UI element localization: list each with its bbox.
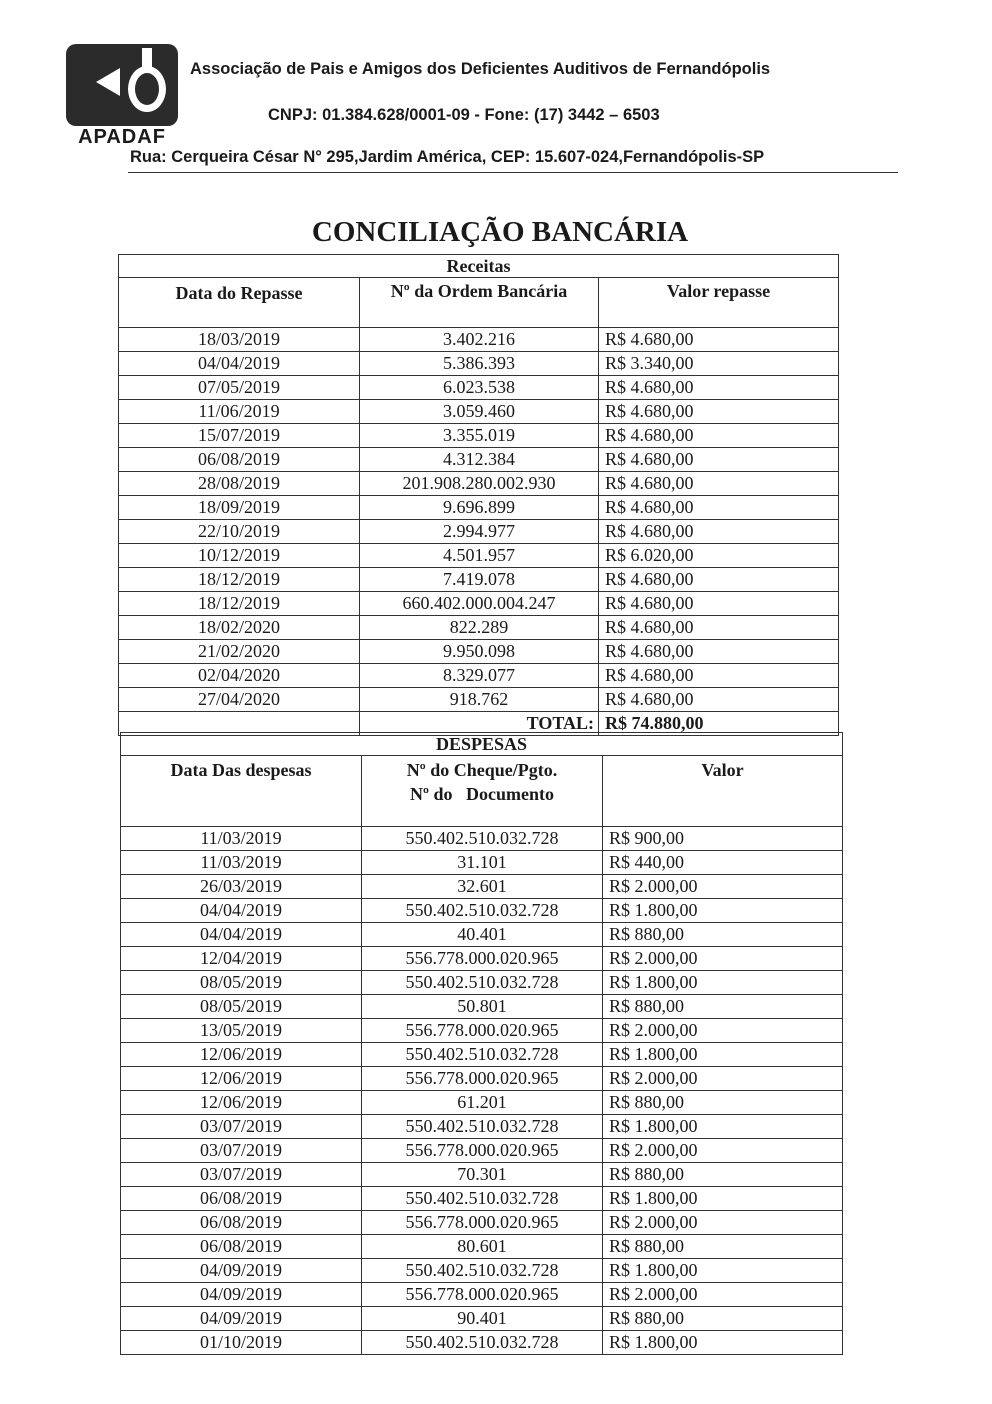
cheque-documento-cell: 550.402.510.032.728 xyxy=(362,1259,603,1283)
header-documento-label: Nº do Documento xyxy=(410,784,554,804)
table-row xyxy=(121,1235,843,1259)
despesa-valor-cell: R$ 880,00 xyxy=(603,1235,843,1259)
repasse-date-cell: 11/06/2019 xyxy=(119,400,360,424)
despesa-date-cell: 04/09/2019 xyxy=(121,1283,362,1307)
despesa-date-cell: 06/08/2019 xyxy=(121,1187,362,1211)
despesa-date-cell: 04/09/2019 xyxy=(121,1307,362,1331)
logo-text: APADAF xyxy=(78,126,166,148)
logo-triangle-shape xyxy=(96,68,120,96)
cheque-documento-cell: 556.778.000.020.965 xyxy=(362,947,603,971)
despesa-valor-cell: R$ 880,00 xyxy=(603,1163,843,1187)
valor-repasse-cell: R$ 6.020,00 xyxy=(599,544,839,568)
header-valor-repasse: Valor repasse xyxy=(599,278,839,328)
total-value: R$ 74.880,00 xyxy=(599,712,839,736)
table-row xyxy=(119,688,839,712)
cheque-documento-cell: 556.778.000.020.965 xyxy=(362,1067,603,1091)
cheque-documento-cell: 550.402.510.032.728 xyxy=(362,971,603,995)
ordem-bancaria-cell: 3.059.460 xyxy=(360,400,599,424)
table-row xyxy=(121,923,843,947)
cheque-documento-cell: 90.401 xyxy=(362,1307,603,1331)
valor-repasse-cell: R$ 4.680,00 xyxy=(599,472,839,496)
despesa-valor-cell: R$ 1.800,00 xyxy=(603,1043,843,1067)
table-row xyxy=(121,1211,843,1235)
repasse-date-cell: 18/03/2019 xyxy=(119,328,360,352)
cheque-documento-cell: 80.601 xyxy=(362,1235,603,1259)
ordem-bancaria-cell: 918.762 xyxy=(360,688,599,712)
header-divider xyxy=(128,172,898,173)
cheque-documento-cell: 550.402.510.032.728 xyxy=(362,1187,603,1211)
table-row xyxy=(119,592,839,616)
ordem-bancaria-cell: 3.355.019 xyxy=(360,424,599,448)
despesa-date-cell: 01/10/2019 xyxy=(121,1331,362,1355)
repasse-date-cell: 18/09/2019 xyxy=(119,496,360,520)
cheque-documento-cell: 556.778.000.020.965 xyxy=(362,1211,603,1235)
despesas-header-row xyxy=(121,756,843,827)
despesa-valor-cell: R$ 1.800,00 xyxy=(603,1331,843,1355)
valor-repasse-cell: R$ 4.680,00 xyxy=(599,448,839,472)
table-row xyxy=(121,1307,843,1331)
valor-repasse-cell: R$ 4.680,00 xyxy=(599,520,839,544)
repasse-date-cell: 21/02/2020 xyxy=(119,640,360,664)
despesa-valor-cell: R$ 2.000,00 xyxy=(603,1211,843,1235)
total-label: TOTAL: xyxy=(360,712,599,736)
repasse-date-cell: 06/08/2019 xyxy=(119,448,360,472)
repasse-date-cell: 15/07/2019 xyxy=(119,424,360,448)
ordem-bancaria-cell: 7.419.078 xyxy=(360,568,599,592)
valor-repasse-cell: R$ 4.680,00 xyxy=(599,328,839,352)
repasse-date-cell: 22/10/2019 xyxy=(119,520,360,544)
repasse-date-cell: 04/04/2019 xyxy=(119,352,360,376)
logo-mark xyxy=(66,44,178,126)
table-row xyxy=(121,1163,843,1187)
table-row xyxy=(119,424,839,448)
repasse-date-cell: 02/04/2020 xyxy=(119,664,360,688)
despesa-date-cell: 12/06/2019 xyxy=(121,1043,362,1067)
cheque-documento-cell: 556.778.000.020.965 xyxy=(362,1283,603,1307)
cheque-documento-cell: 32.601 xyxy=(362,875,603,899)
repasse-date-cell: 18/12/2019 xyxy=(119,592,360,616)
despesa-date-cell: 04/09/2019 xyxy=(121,1259,362,1283)
valor-repasse-cell: R$ 4.680,00 xyxy=(599,496,839,520)
despesa-date-cell: 06/08/2019 xyxy=(121,1235,362,1259)
despesas-table xyxy=(120,732,843,1355)
despesa-valor-cell: R$ 880,00 xyxy=(603,923,843,947)
despesa-date-cell: 11/03/2019 xyxy=(121,851,362,875)
despesa-date-cell: 12/04/2019 xyxy=(121,947,362,971)
ordem-bancaria-cell: 2.994.977 xyxy=(360,520,599,544)
header-cheque-label: Nº do Cheque/Pgto. xyxy=(406,760,558,780)
ordem-bancaria-cell: 9.696.899 xyxy=(360,496,599,520)
valor-repasse-cell: R$ 4.680,00 xyxy=(599,688,839,712)
table-row xyxy=(121,1043,843,1067)
table-row xyxy=(121,1115,843,1139)
cheque-documento-cell: 50.801 xyxy=(362,995,603,1019)
despesa-date-cell: 08/05/2019 xyxy=(121,995,362,1019)
receitas-header-row xyxy=(119,278,839,328)
table-row xyxy=(121,851,843,875)
table-row xyxy=(119,640,839,664)
header-ordem-bancaria: Nº da Ordem Bancária xyxy=(360,278,599,328)
receitas-section-row xyxy=(119,255,839,278)
header-data-repasse: Data do Repasse xyxy=(119,278,360,328)
despesa-valor-cell: R$ 1.800,00 xyxy=(603,1187,843,1211)
table-row xyxy=(119,520,839,544)
cheque-documento-cell: 61.201 xyxy=(362,1091,603,1115)
table-row xyxy=(119,664,839,688)
repasse-date-cell: 10/12/2019 xyxy=(119,544,360,568)
cheque-documento-cell: 550.402.510.032.728 xyxy=(362,899,603,923)
despesa-valor-cell: R$ 2.000,00 xyxy=(603,1139,843,1163)
ordem-bancaria-cell: 5.386.393 xyxy=(360,352,599,376)
valor-repasse-cell: R$ 4.680,00 xyxy=(599,640,839,664)
table-row xyxy=(119,400,839,424)
valor-repasse-cell: R$ 4.680,00 xyxy=(599,376,839,400)
ordem-bancaria-cell: 8.329.077 xyxy=(360,664,599,688)
table-row xyxy=(121,875,843,899)
despesa-valor-cell: R$ 880,00 xyxy=(603,1307,843,1331)
repasse-date-cell: 28/08/2019 xyxy=(119,472,360,496)
despesa-valor-cell: R$ 2.000,00 xyxy=(603,1067,843,1091)
despesa-valor-cell: R$ 1.800,00 xyxy=(603,971,843,995)
table-row xyxy=(121,1187,843,1211)
despesa-date-cell: 03/07/2019 xyxy=(121,1163,362,1187)
table-row xyxy=(121,1139,843,1163)
cheque-documento-cell: 31.101 xyxy=(362,851,603,875)
despesa-valor-cell: R$ 2.000,00 xyxy=(603,947,843,971)
valor-repasse-cell: R$ 3.340,00 xyxy=(599,352,839,376)
despesa-date-cell: 13/05/2019 xyxy=(121,1019,362,1043)
ordem-bancaria-cell: 822.289 xyxy=(360,616,599,640)
header-cheque-documento xyxy=(362,756,603,827)
table-row xyxy=(119,568,839,592)
address-line: Rua: Cerqueira César N° 295,Jardim América, CEP: 15.607-024,Fernandópolis-SP xyxy=(130,148,765,166)
despesa-date-cell: 26/03/2019 xyxy=(121,875,362,899)
table-row xyxy=(121,947,843,971)
apadaf-logo xyxy=(66,44,178,148)
valor-repasse-cell: R$ 4.680,00 xyxy=(599,424,839,448)
despesa-valor-cell: R$ 1.800,00 xyxy=(603,1259,843,1283)
page-title: CONCILIAÇÃO BANCÁRIA xyxy=(311,216,689,248)
despesa-date-cell: 11/03/2019 xyxy=(121,827,362,851)
table-row xyxy=(121,1259,843,1283)
table-row xyxy=(121,899,843,923)
ordem-bancaria-cell: 660.402.000.004.247 xyxy=(360,592,599,616)
cheque-documento-cell: 550.402.510.032.728 xyxy=(362,827,603,851)
despesa-valor-cell: R$ 2.000,00 xyxy=(603,875,843,899)
ordem-bancaria-cell: 3.402.216 xyxy=(360,328,599,352)
despesa-date-cell: 12/06/2019 xyxy=(121,1091,362,1115)
despesa-date-cell: 03/07/2019 xyxy=(121,1139,362,1163)
despesa-valor-cell: R$ 880,00 xyxy=(603,1091,843,1115)
cheque-documento-cell: 556.778.000.020.965 xyxy=(362,1019,603,1043)
table-row xyxy=(119,496,839,520)
table-row xyxy=(121,1067,843,1091)
ordem-bancaria-cell: 6.023.538 xyxy=(360,376,599,400)
valor-repasse-cell: R$ 4.680,00 xyxy=(599,568,839,592)
ordem-bancaria-cell: 201.908.280.002.930 xyxy=(360,472,599,496)
association-name: Associação de Pais e Amigos dos Deficientes Auditivos de Fernandópolis xyxy=(190,60,771,78)
ordem-bancaria-cell: 4.501.957 xyxy=(360,544,599,568)
cheque-documento-cell: 40.401 xyxy=(362,923,603,947)
cheque-documento-cell: 550.402.510.032.728 xyxy=(362,1115,603,1139)
table-row xyxy=(121,971,843,995)
table-row xyxy=(119,328,839,352)
despesas-section-row xyxy=(121,733,843,756)
despesa-valor-cell: R$ 880,00 xyxy=(603,995,843,1019)
despesa-date-cell: 08/05/2019 xyxy=(121,971,362,995)
despesa-date-cell: 04/04/2019 xyxy=(121,923,362,947)
table-row xyxy=(119,376,839,400)
despesas-section-label: DESPESAS xyxy=(121,733,843,756)
table-row xyxy=(121,995,843,1019)
logo-ring-shape xyxy=(128,66,166,112)
valor-repasse-cell: R$ 4.680,00 xyxy=(599,616,839,640)
despesa-date-cell: 06/08/2019 xyxy=(121,1211,362,1235)
despesa-date-cell: 12/06/2019 xyxy=(121,1067,362,1091)
table-row xyxy=(119,352,839,376)
table-row xyxy=(119,544,839,568)
repasse-date-cell: 18/12/2019 xyxy=(119,568,360,592)
ordem-bancaria-cell: 9.950.098 xyxy=(360,640,599,664)
receitas-table xyxy=(118,254,839,736)
table-row xyxy=(119,616,839,640)
despesa-date-cell: 03/07/2019 xyxy=(121,1115,362,1139)
table-row xyxy=(119,448,839,472)
table-row xyxy=(121,1019,843,1043)
cheque-documento-cell: 550.402.510.032.728 xyxy=(362,1331,603,1355)
despesa-valor-cell: R$ 440,00 xyxy=(603,851,843,875)
header-data-despesas xyxy=(121,756,362,827)
table-row xyxy=(121,1331,843,1355)
cnpj-phone-line: CNPJ: 01.384.628/0001-09 - Fone: (17) 3442 – 6503 xyxy=(268,106,660,124)
repasse-date-cell: 27/04/2020 xyxy=(119,688,360,712)
header-valor: Valor xyxy=(603,756,843,827)
cheque-documento-cell: 550.402.510.032.728 xyxy=(362,1043,603,1067)
despesa-valor-cell: R$ 900,00 xyxy=(603,827,843,851)
valor-repasse-cell: R$ 4.680,00 xyxy=(599,664,839,688)
table-row xyxy=(121,1091,843,1115)
repasse-date-cell: 07/05/2019 xyxy=(119,376,360,400)
header-data-despesas-label: Data Das despesas xyxy=(170,760,312,780)
table-row xyxy=(119,472,839,496)
table-row xyxy=(121,1283,843,1307)
table-row xyxy=(121,827,843,851)
valor-repasse-cell: R$ 4.680,00 xyxy=(599,400,839,424)
despesa-valor-cell: R$ 1.800,00 xyxy=(603,899,843,923)
despesa-valor-cell: R$ 2.000,00 xyxy=(603,1283,843,1307)
despesa-valor-cell: R$ 1.800,00 xyxy=(603,1115,843,1139)
cheque-documento-cell: 556.778.000.020.965 xyxy=(362,1139,603,1163)
despesa-valor-cell: R$ 2.000,00 xyxy=(603,1019,843,1043)
cheque-documento-cell: 70.301 xyxy=(362,1163,603,1187)
repasse-date-cell: 18/02/2020 xyxy=(119,616,360,640)
valor-repasse-cell: R$ 4.680,00 xyxy=(599,592,839,616)
despesa-date-cell: 04/04/2019 xyxy=(121,899,362,923)
ordem-bancaria-cell: 4.312.384 xyxy=(360,448,599,472)
receitas-section-label: Receitas xyxy=(119,255,839,278)
